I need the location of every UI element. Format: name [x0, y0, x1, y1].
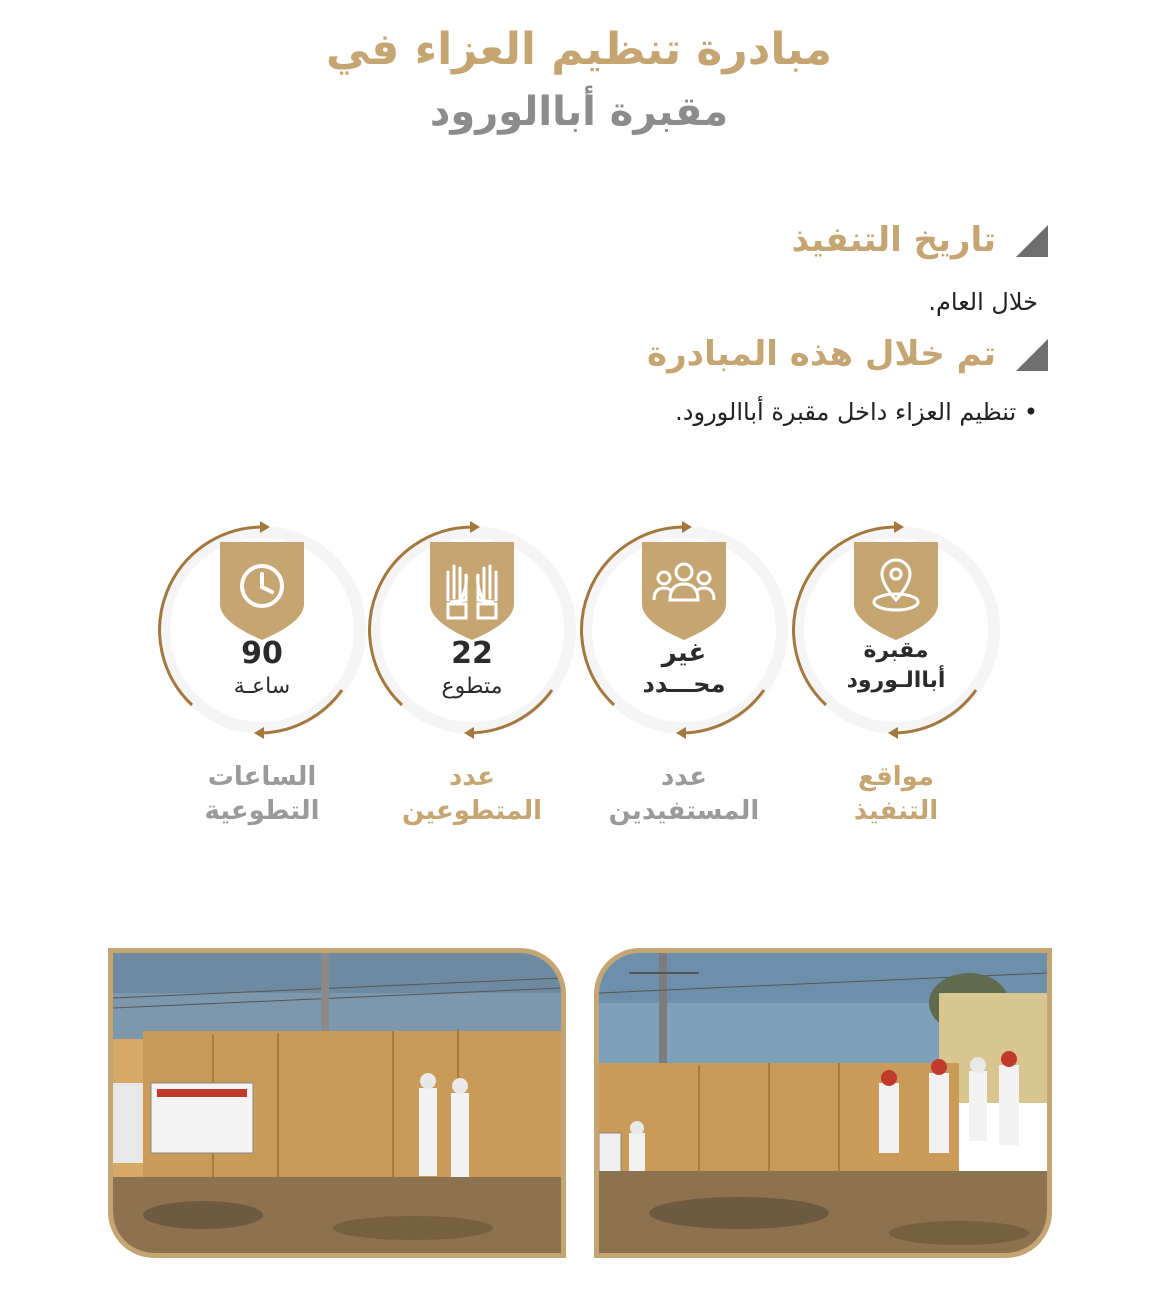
- section-title: تم خلال هذه المبادرة: [647, 334, 996, 374]
- stat-value: 22: [451, 636, 493, 671]
- stat-value: مقبرة: [863, 638, 929, 663]
- section-title: تاريخ التنفيذ: [791, 220, 996, 260]
- stat-circle-locations: [786, 520, 1006, 740]
- page-subtitle: مقبرة أباالورود: [429, 89, 729, 135]
- triangle-bullet-icon: [1014, 223, 1048, 257]
- stat-unit: محـــدد: [642, 670, 726, 698]
- section-text-activities: • تنظيم العزاء داخل مقبرة أباالورود.: [675, 398, 1038, 426]
- clock-icon: [220, 542, 304, 640]
- caption-line: التطوعية: [204, 796, 320, 826]
- caption-line: مواقع: [857, 762, 935, 792]
- caption-line: التنفيذ: [853, 796, 939, 826]
- stat-value: غير: [661, 638, 707, 668]
- stat-circle-volunteers: [362, 520, 582, 740]
- raised-hands-icon: [430, 542, 514, 640]
- section-text-date: خلال العام.: [928, 288, 1038, 316]
- stat-caption-beneficiaries: [574, 760, 794, 828]
- section-heading-activities: [647, 332, 1048, 376]
- stat-caption-locations: [786, 760, 1006, 828]
- caption-line: المتطوعين: [401, 796, 543, 826]
- stat-circle-beneficiaries: [574, 520, 794, 740]
- caption-line: عدد: [448, 762, 496, 792]
- caption-line: عدد: [660, 762, 708, 792]
- caption-line: الساعات: [207, 762, 317, 792]
- photo-mourners-gathering: [594, 948, 1052, 1258]
- group-icon: [642, 542, 726, 640]
- stat-circle-hours: [152, 520, 372, 740]
- location-pin-icon: [854, 542, 938, 640]
- photo-volunteers-at-banner: [108, 948, 566, 1258]
- triangle-bullet-icon: [1014, 337, 1048, 371]
- stat-caption-volunteers: [362, 760, 582, 828]
- caption-line: المستفيدين: [608, 796, 760, 826]
- stat-value: 90: [241, 636, 283, 671]
- page-title: مبادرة تنظيم العزاء في: [325, 24, 833, 75]
- stat-caption-hours: [152, 760, 372, 828]
- stat-unit: متطوع: [441, 674, 503, 699]
- section-heading-date: [792, 218, 1048, 262]
- stat-unit: ساعـة: [233, 674, 291, 699]
- stat-unit: أباالـورود: [846, 668, 946, 693]
